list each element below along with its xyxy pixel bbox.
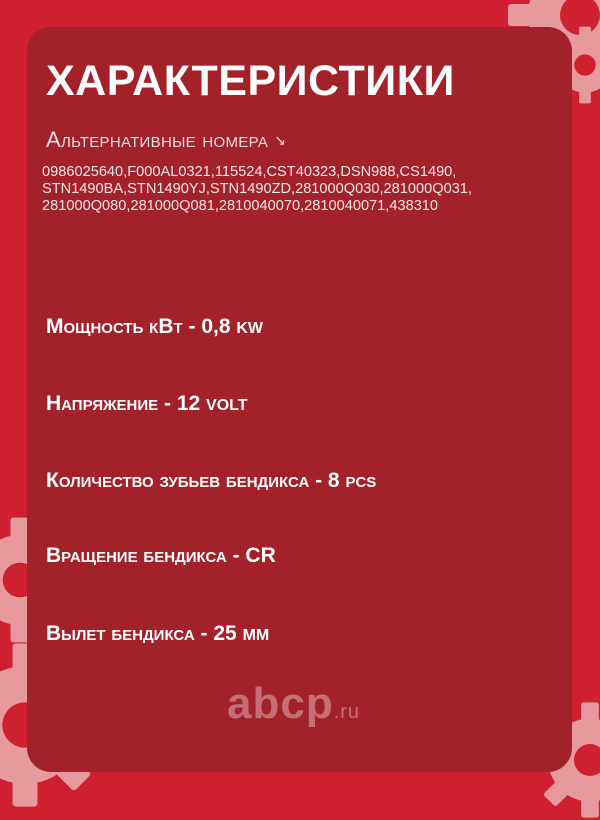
spec-label: Вылет бендикса - 25 [46,622,237,645]
specs-card [27,27,572,772]
alt-numbers-heading [46,127,286,153]
arrow-down-right-icon: ↘ [274,132,287,148]
spec-label: Напряжение - 12 [46,392,201,415]
alt-numbers-heading-label: Альтернативные номера [46,127,269,152]
spec-unit: PCS [345,474,377,491]
spec-rotation [46,544,276,568]
spec-unit: VOLT [206,397,248,414]
spec-label: Вращение бендикса - CR [46,544,276,567]
spec-label: Мощность кВт - 0,8 [46,315,231,338]
logo-name: abcp [227,679,334,728]
spec-teeth [46,469,376,493]
spec-unit: KW [236,320,264,337]
spec-overhang [46,622,269,646]
page-title: ХАРАКТЕРИСТИКИ [46,57,455,105]
spec-unit: ММ [242,627,270,644]
spec-power [46,315,263,339]
spec-voltage [46,392,248,416]
spec-label: Количество зубьев бендикса - 8 [46,469,340,492]
watermark-logo [227,679,360,729]
logo-tld: .ru [333,701,361,723]
alt-numbers-list: 0986025640,F000AL0321,115524,CST40323,DSN988,CS1490, STN1490BA,STN1490YJ,STN1490ZD,281000Q030,281000Q031, 281000Q080,281000Q081,2810040070,2810040071,438310 [42,164,472,214]
